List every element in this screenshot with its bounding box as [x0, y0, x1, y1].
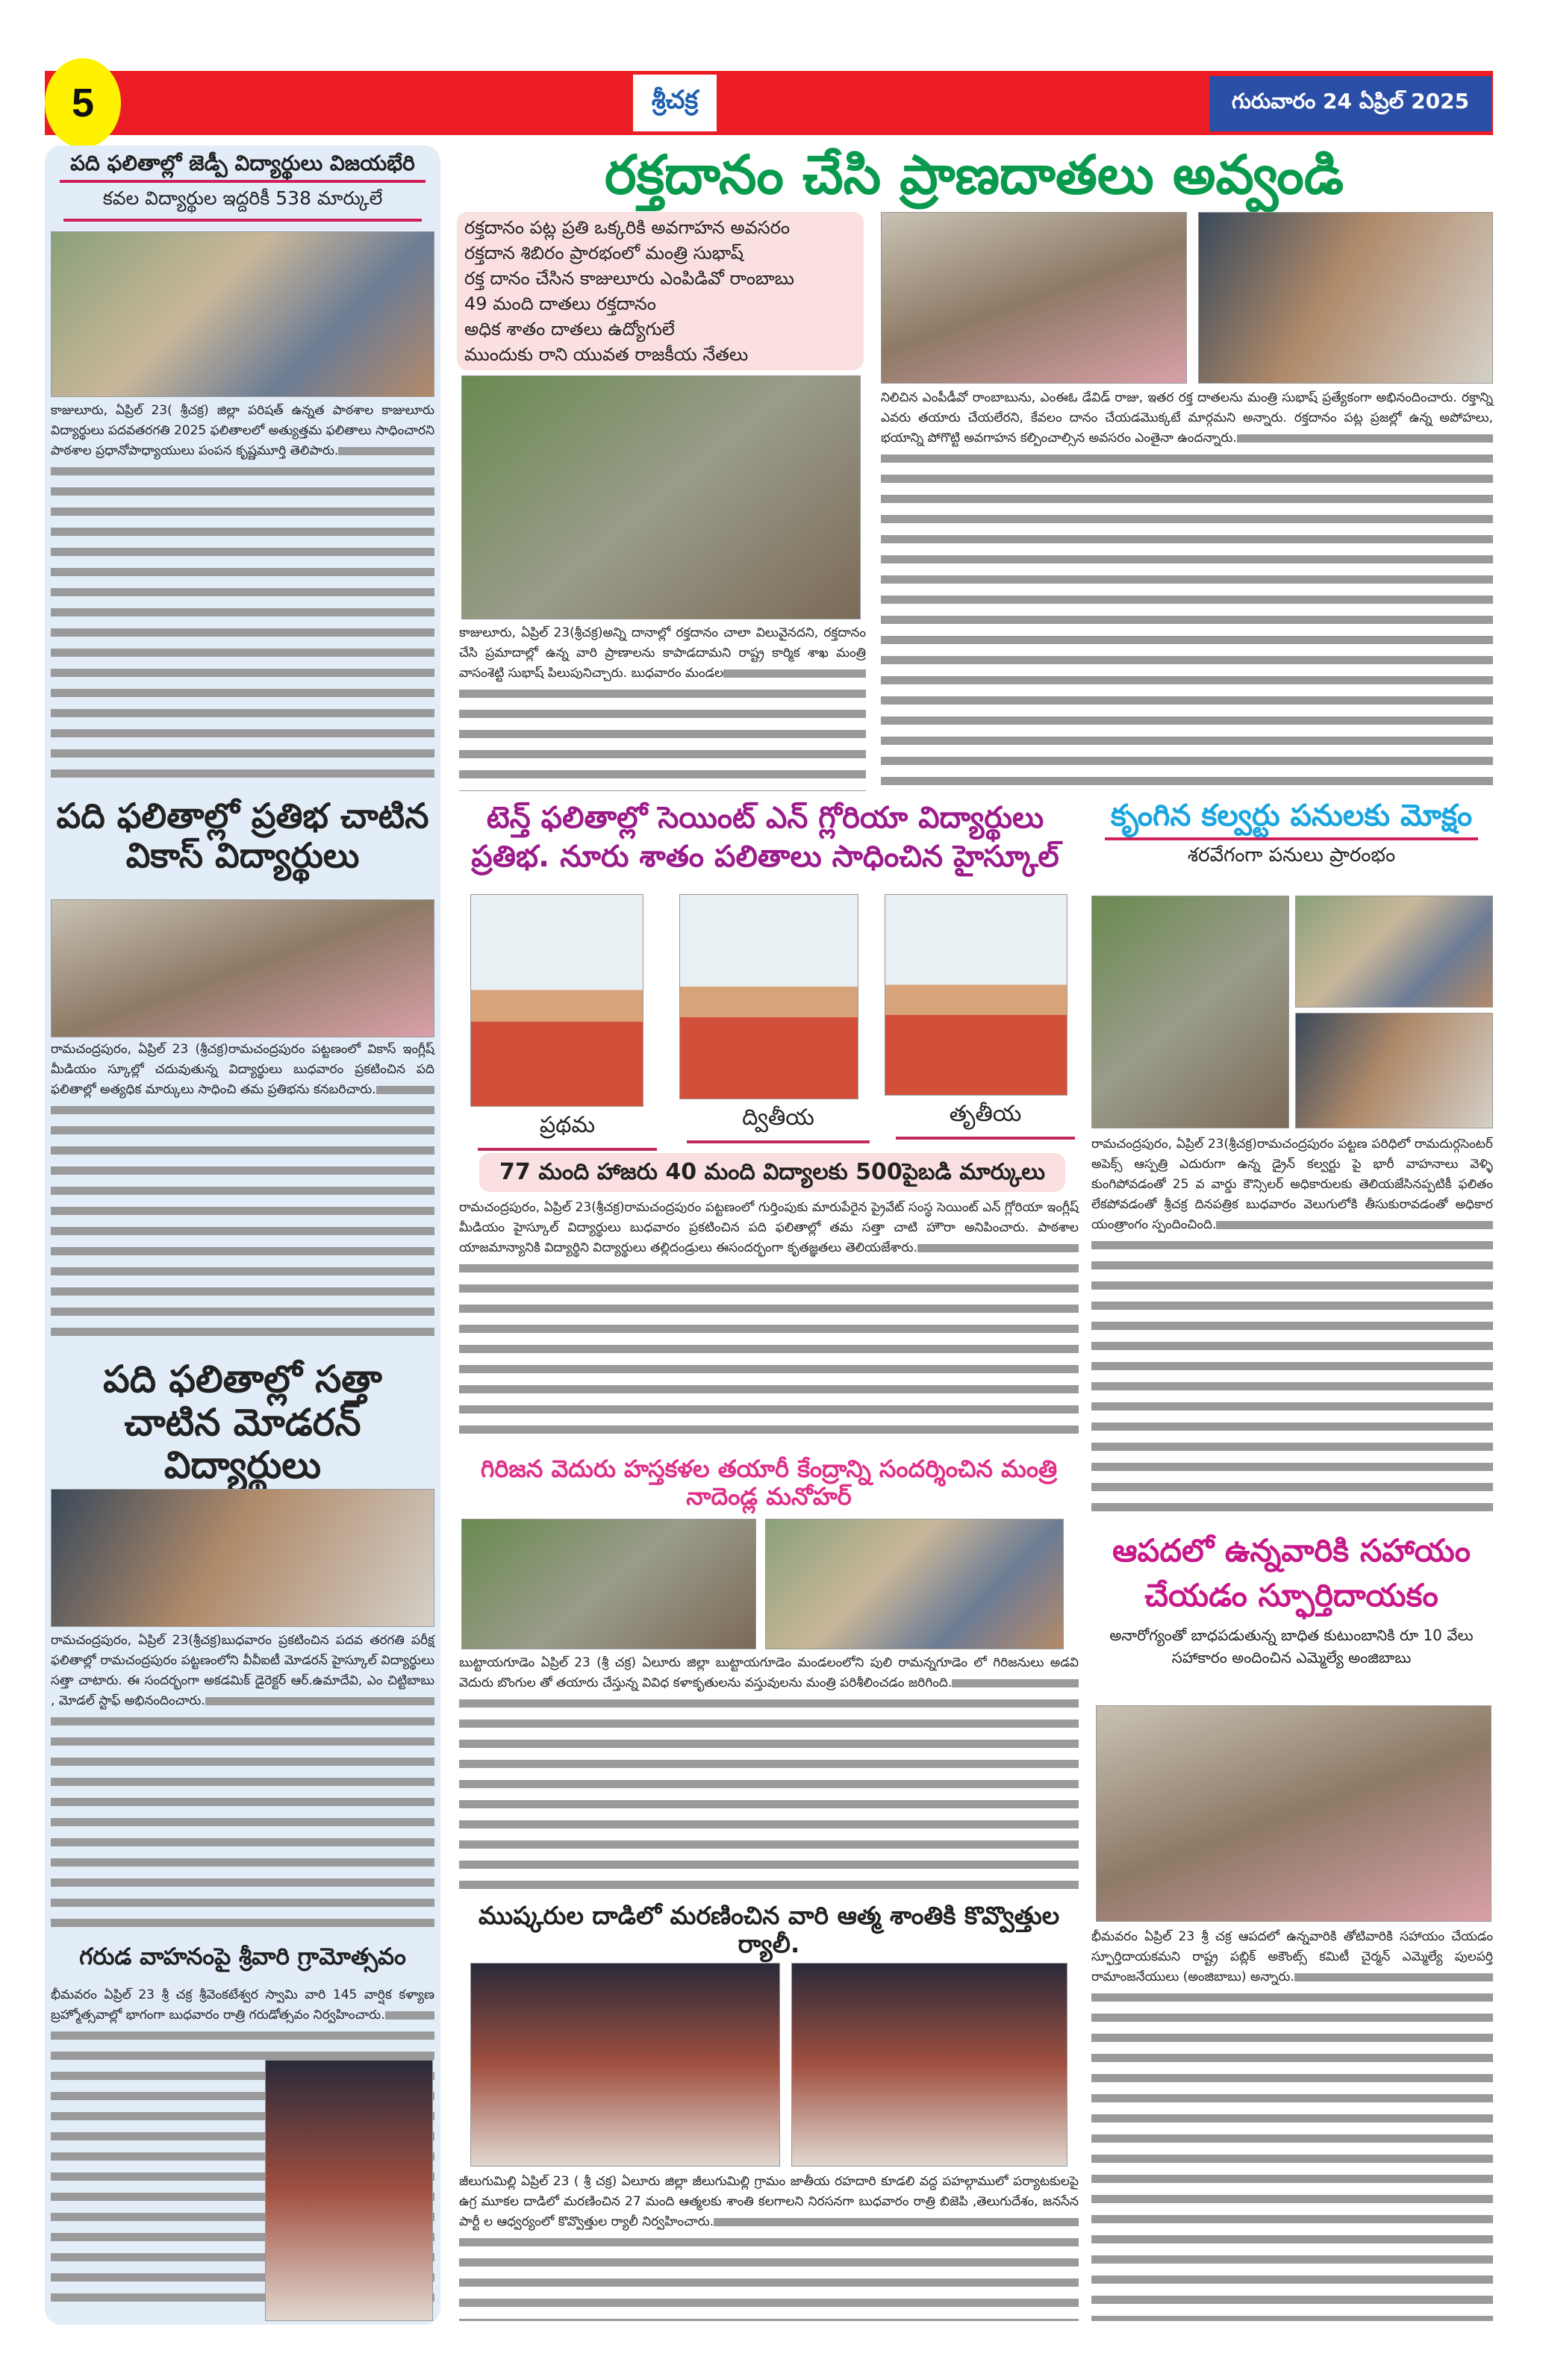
- candle-rally-photo: [470, 1963, 780, 2167]
- divider: [63, 219, 422, 222]
- article-body: రామచంద్రపురం, ఏప్రిల్ 23(శ్రీచక్ర)బుధవారం ప్రకటించిన పదవ తరగతి పరీక్ష ఫలితాల్లో రామచంద్రపురం పట్టణంలోని వీవీఐటీ మోడరన్ హైస్కూల్ విద్యార్థులు సత్తా చాటారు. ఈ సందర్భంగా అకడమిక్ డైరెక్టర్ ఆర్.ఉమాదేవి, ఎం చిట్టిబాబు , మోడల్ స్టాఫ్ అభినందించారు.: [51, 1631, 434, 1937]
- issue-date: గురువారం 24 ఏప్రిల్ 2025: [1209, 76, 1491, 131]
- third-rank-student-photo: [885, 894, 1067, 1096]
- headline-line: టెన్త్ ఫలితాల్లో సెయింట్ ఎన్ గ్లోరియా విద్యార్థులు: [486, 801, 1044, 835]
- vikas-students-photo: [51, 899, 434, 1037]
- rank-label: ప్రథమ: [478, 1112, 657, 1151]
- aid-heading-group: [1090, 1528, 1493, 1669]
- bamboo-craft-photo: [765, 1519, 1064, 1649]
- rank-label: ద్వితీయ: [687, 1105, 870, 1143]
- lead-body-left: కాజులూరు, ఏప్రిల్ 23(శ్రీచక్ర)అన్ని దానాల్లో రక్తదానం చాలా విలువైనదని, రక్తదానం చేసి ప్రమాదాల్లో ఉన్న వారి ప్రాణాలను కాపాడదామని రాష్ట్ర కార్మిక శాఖ మంత్రి వాసంశెట్టి సుభాష్ పిలుపునిచ్చారు. బుధవారం మండల: [459, 623, 866, 791]
- lead-highlights: [457, 212, 864, 370]
- article-headline: ముష్కరుల దాడిలో మరణించిన వారి ఆత్మ శాంతికి కొవ్వొత్తుల ర్యాలీ.: [478, 1901, 1060, 1958]
- modern-students-photo: [51, 1489, 434, 1627]
- article-headline: [459, 1455, 1079, 1511]
- highlight-line: ముందుకు రాని యువత రాజకీయ నేతలు: [464, 344, 749, 365]
- blood-donation-photo: [881, 212, 1187, 384]
- highlight-line: రక్తదాన శిబిరం ప్రారభంలో మంత్రి సుభాష్: [464, 243, 744, 263]
- highlight-line: అధిక శాతం దాతలు ఉద్యోగులే: [464, 319, 675, 340]
- article-body: జీలుగుమిల్లి ఏప్రిల్ 23 ( శ్రీ చక్ర) ఏలూరు జిల్లా జీలుగుమిల్లి గ్రామం జాతీయ రహదారి కూడలి వద్ద పహల్గాములో పర్యాటకులపై ఉగ్ర మూకల దాడిలో మరణించిన 27 మంది ఆత్మలకు శాంతి కలగాలని నిరసనగా బుధవారం రాత్రి బిజెపి ,తెలుగుదేశం, జనసేన పార్టీ ల ఆధ్వర్యంలో కొవ్వొత్తుల ర్యాలీ నిర్వహించారు.: [459, 2172, 1079, 2321]
- article-headline: పది ఫలితాల్లో సత్తా చాటిన మోడరన్ విద్యార్థులు: [103, 1358, 382, 1487]
- article-headline: గరుడ వాహనంపై శ్రీవారి గ్రామోత్సవం: [79, 1943, 406, 1970]
- article-headline: ఆపదలో ఉన్నవారికి సహాయం చేయడం స్ఫూర్తిదాయకం: [1112, 1532, 1471, 1614]
- article-headline: కృంగిన కల్వర్టు పనులకు మోక్షం: [1110, 799, 1473, 833]
- garuda-vahanam-photo: [265, 2060, 433, 2321]
- article-headline: పది ఫలితాల్లో జెడ్పీ విద్యార్థులు విజయభేరి: [70, 151, 415, 175]
- excavator-photo: [1091, 896, 1289, 1128]
- divider: [60, 180, 426, 183]
- candle-rally-leaders-photo: [791, 1963, 1067, 2167]
- article-body: భీమవరం ఏప్రిల్ 23 శ్రీ చక్ర శ్రీవెంకటేశ్వర స్వామి వారి 145 వార్షిక కళ్యాణ బ్రహ్మోత్సవాల్లో భాగంగా బుధవారం రాత్రి గరుడోత్సవం నిర్వహించారు.: [51, 1985, 434, 2314]
- second-rank-student-photo: [679, 894, 858, 1099]
- minister-visit-photo: [461, 1519, 756, 1649]
- lead-body-right: నిలిచిన ఎంపీడీవో రాంబాబును, ఎంఈఓ డేవిడ్ రాజు, ఇతర రక్త దాతలను మంత్రి సుభాష్ ప్రత్యేకంగా అభినందించారు. రక్తాన్ని ఎవరు తయారు చేయలేరని, కేవలం దానం చేయడమొక్కటే మార్గమని అన్నారు. రక్తదానం పట్ల ప్రజల్లో ఉన్న అపోహలు, భయాన్ని పోగొట్టి అవగాహన కల్పించాల్సిన అవసరం ఎంతైనా ఉందన్నారు.: [881, 388, 1493, 791]
- article-body: బుట్టాయగూడెం ఏప్రిల్ 23 (శ్రీ చక్ర) ఏలూరు జిల్లా బుట్టాయగూడెం మండలంలోని పులి రామన్నగూడెం లో గిరిజనులు అడవి వెదురు బొంగుల తో తయారు చేస్తున్న వివిధ కళాకృతులను వస్తువులను మంత్రి పరిశీలించడం జరిగింది.: [459, 1653, 1079, 1896]
- article-body: భీమవరం ఏప్రిల్ 23 శ్రీ చక్ర ఆపదలో ఉన్నవారికి తోటివారికి సహాయం చేయడం స్ఫూర్తిదాయకమని రాష్ట్ర పబ్లిక్ అకౌంట్స్ కమిటీ చైర్మన్ ఎమ్మెల్యే పులపర్తి రామాంజనేయులు (అంజిబాబు) అన్నారు.: [1091, 1927, 1493, 2321]
- school-group-photo: [51, 231, 434, 397]
- article-subhead: కవల విద్యార్థుల ఇద్దరికీ 538 మార్కులే: [102, 187, 383, 210]
- drain-work-photo: [1295, 896, 1493, 1008]
- headline-line: ప్రతిభ. నూరు శాతం పలితాలు సాధించిన హైస్కూల్: [471, 840, 1059, 874]
- gloria-summary: 77 మంది హాజరు 40 మంది విద్యాలకు 500పైబడి మార్కులు: [479, 1153, 1065, 1192]
- first-rank-student-photo: [470, 894, 643, 1107]
- highlight-line: 49 మంది దాతలు రక్తదానం: [464, 293, 656, 314]
- article-body: రామచంద్రపురం, ఏప్రిల్ 23(శ్రీచక్ర)రామచంద్రపురం పట్టణంలో గుర్తింపుకు మారుపేరైన ప్రైవేట్ సంస్థ సెయింట్ ఎన్ గ్లోరియా ఇంగ్లీష్ మీడియం హైస్కూల్ విద్యార్థులు బుధవారం ప్రకటించిన పది ఫలితాల్లో తమ సత్తా చాటి హౌరా అనిపించారు. పాఠశాల యాజమాన్యానికి విద్యార్థిని విద్యార్థులు తల్లిదండ్రులు ఈసందర్భంగా కృతజ్ఞతలు తెలియజేశారు.: [459, 1198, 1079, 1444]
- culvert-site-photo: [1295, 1013, 1493, 1128]
- article-body: రామచంద్రపురం, ఏప్రిల్ 23(శ్రీచక్ర)రామచంద్రపురం పట్టణ పరిధిలో రామదుర్గసెంటర్ అపెక్స్ ఆస్పత్రి ఎదురుగా ఉన్న డ్రైన్ కల్వర్టు పై భారీ వాహనాలు వెళ్ళి కుంగిపోవడంతో 25 వ వార్డు కౌన్సిలర్ అధికారులకు తెలియజేసినప్పటికీ ఫలితం లేకపోవడంతో శ్రీచక్ర దినపత్రిక బుధవారం వెలుగులోకి తీసుకురావడంతో అధికార యంత్రాంగం స్పందించింది.: [1091, 1134, 1493, 1522]
- culvert-heading-group: [1090, 799, 1493, 867]
- article-headline: [459, 799, 1071, 876]
- lead-headline: రక్తదానం చేసి ప్రాణదాతలు అవ్వండి: [604, 143, 1344, 206]
- divider: [1105, 837, 1478, 840]
- highlight-line: రక్త దానం చేసిన కాజులూరు ఎంపిడివో రాంబాబు: [464, 268, 794, 289]
- highlight-line: రక్తదానం పట్ల ప్రతి ఒక్కరికి అవగాహన అవసరం: [464, 217, 791, 238]
- article-body: రామచంద్రపురం, ఏప్రిల్ 23 (శ్రీచక్ర)రామచంద్రపురం పట్టణంలో వికాస్ ఇంగ్లీష్ మీడియం స్కూల్లో చదువుతున్న విద్యార్థులు బుధవారం ప్రకటించిన పది ఫలితాల్లో అత్యధిక మార్కులు సాధించి తమ ప్రతిభను కనబరిచారు.: [51, 1040, 434, 1347]
- rank-label: తృతీయ: [896, 1101, 1075, 1140]
- article-body: కాజులూరు, ఏప్రిల్ 23( శ్రీచక్ర) జిల్లా పరిషత్ ఉన్నత పాఠశాల కాజులూరు విద్యార్థులు పదవతరగతి 2025 ఫలితాలలో అత్యుత్తమ ఫలితాలు సాధించారని పాఠశాల ప్రధానోపాధ్యాయులు పంపన కృష్ణమూర్తి తెలిపారు.: [51, 401, 434, 789]
- ribbon-cutting-photo: [461, 375, 861, 619]
- mla-aid-photo: [1096, 1705, 1491, 1922]
- newspaper-logo: శ్రీచక్ర: [633, 75, 717, 131]
- donors-photo: [1198, 212, 1493, 384]
- article-heading-group: [52, 152, 433, 222]
- article-subhead: శరవేగంగా పనులు ప్రారంభం: [1187, 844, 1396, 866]
- left-column: [45, 146, 440, 2325]
- page-number: 5: [45, 58, 121, 148]
- article-headline: పది ఫలితాల్లో ప్రతిభ చాటిన వికాస్ విద్యార్థులు: [56, 796, 429, 875]
- article-subhead: అనారోగ్యంతో బాధపడుతున్న బాధిత కుటుంబానికి రూ 10 వేలు సహాకారం అందించిన ఎమ్మెల్యే అంజిబాబు: [1109, 1626, 1474, 1667]
- headline-text: గిరిజన వెదురు హస్తకళల తయారీ కేంద్రాన్ని సందర్శించిన మంత్రి నాదెండ్ల మనోహర్: [480, 1455, 1058, 1511]
